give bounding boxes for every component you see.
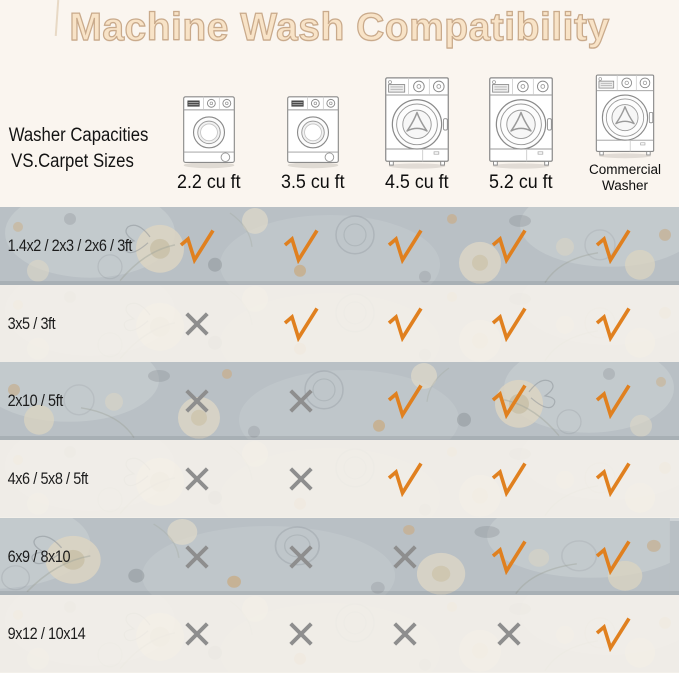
cross-icon	[183, 387, 211, 415]
cross-icon	[287, 387, 315, 415]
check-icon	[490, 461, 528, 497]
compat-mark	[177, 305, 217, 343]
cross-icon	[183, 620, 211, 648]
compat-mark	[281, 460, 321, 498]
washer-column-4-5	[365, 74, 469, 207]
cross-icon	[391, 620, 419, 648]
washer-column-commercial	[573, 71, 677, 207]
compat-mark	[489, 227, 529, 265]
compat-mark	[489, 615, 529, 653]
compat-mark	[281, 227, 321, 265]
compat-mark	[385, 305, 425, 343]
compat-mark	[593, 538, 633, 576]
compat-mark	[593, 615, 633, 653]
table-row	[0, 518, 679, 596]
check-icon	[490, 383, 528, 419]
check-icon	[386, 228, 424, 264]
cross-icon	[183, 543, 211, 571]
cross-icon	[287, 543, 315, 571]
washer-column-2-2	[157, 92, 261, 207]
washer-capacity-header	[0, 56, 679, 207]
table-row	[0, 362, 679, 440]
carpet-size-label: 1.4x2 / 2x3 / 2x6 / 3ft	[7, 235, 133, 255]
compat-mark	[489, 460, 529, 498]
compat-mark	[593, 305, 633, 343]
row-header-label	[8, 123, 149, 174]
table-row	[0, 207, 679, 285]
compatibility-table	[0, 207, 679, 673]
check-icon	[594, 539, 632, 575]
washer-large-icon	[592, 71, 658, 159]
check-icon	[490, 306, 528, 342]
compat-mark	[593, 382, 633, 420]
check-icon	[594, 306, 632, 342]
cross-icon	[183, 310, 211, 338]
table-row	[0, 285, 679, 363]
cross-icon	[183, 465, 211, 493]
check-icon	[386, 461, 424, 497]
washer-large-icon	[485, 74, 557, 169]
compat-mark	[593, 227, 633, 265]
cross-icon	[287, 620, 315, 648]
check-icon	[594, 228, 632, 264]
check-icon	[386, 306, 424, 342]
washer-large-icon	[381, 74, 453, 169]
washer-small-icon	[283, 92, 343, 169]
carpet-size-label: 4x6 / 5x8 / 5ft	[7, 468, 89, 488]
check-icon	[490, 539, 528, 575]
washer-capacity-label: 2.2 cu ft	[177, 172, 241, 193]
compat-mark	[281, 615, 321, 653]
compat-mark	[489, 538, 529, 576]
compat-mark	[489, 305, 529, 343]
compat-mark	[281, 305, 321, 343]
check-icon	[282, 228, 320, 264]
check-icon	[594, 461, 632, 497]
washer-column-5-2	[469, 74, 573, 207]
compat-mark	[385, 382, 425, 420]
washer-capacity-label: 4.5 cu ft	[385, 172, 449, 193]
washer-capacity-label: 5.2 cu ft	[489, 172, 553, 193]
check-icon	[282, 306, 320, 342]
check-icon	[178, 228, 216, 264]
carpet-size-label: 6x9 / 8x10	[7, 546, 71, 566]
cross-icon	[495, 620, 523, 648]
check-icon	[594, 383, 632, 419]
compat-mark	[177, 538, 217, 576]
carpet-size-label: 3x5 / 3ft	[7, 313, 56, 333]
compat-mark	[177, 460, 217, 498]
compat-mark	[593, 460, 633, 498]
cross-icon	[287, 465, 315, 493]
washer-capacity-label: 3.5 cu ft	[281, 172, 345, 193]
row-header-line2: VS.Carpet Sizes	[11, 150, 134, 172]
check-icon	[490, 228, 528, 264]
check-icon	[594, 616, 632, 652]
carpet-size-label: 9x12 / 10x14	[7, 624, 86, 644]
check-icon	[386, 383, 424, 419]
compat-mark	[385, 460, 425, 498]
carpet-size-label: 2x10 / 5ft	[7, 391, 63, 411]
row-header-line1: Washer Capacities	[8, 124, 149, 146]
compat-mark	[385, 615, 425, 653]
page-title: Machine Wash Compatibility	[69, 6, 610, 49]
washer-column-3-5	[261, 92, 365, 207]
table-row	[0, 595, 679, 673]
compat-mark	[177, 615, 217, 653]
table-row	[0, 440, 679, 518]
compat-mark	[489, 382, 529, 420]
title-bar	[0, 0, 679, 56]
washer-capacity-label: Commercial Washer	[588, 162, 661, 194]
background-decoration	[55, 0, 60, 36]
compat-mark	[385, 538, 425, 576]
compat-mark	[385, 227, 425, 265]
compat-mark	[177, 227, 217, 265]
compat-mark	[281, 538, 321, 576]
compat-mark	[281, 382, 321, 420]
cross-icon	[391, 543, 419, 571]
washer-small-icon	[179, 92, 239, 169]
compat-mark	[177, 382, 217, 420]
